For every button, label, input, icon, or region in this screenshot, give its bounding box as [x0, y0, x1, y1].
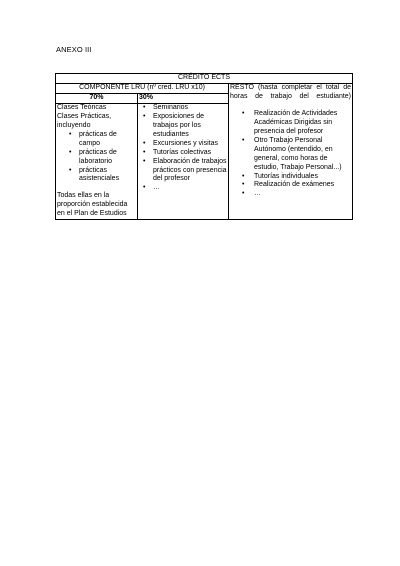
col-70-cell: [56, 103, 138, 219]
list-item: • Tutorías individuales: [230, 173, 351, 182]
list-item: • Realización de Actividades Académicas Dirigidas sin presencia del profesor: [230, 110, 351, 137]
col-70-footer-line: Todas ellas en la: [57, 192, 110, 200]
list-item: • Exposiciones de trabajos por los estudiantes: [139, 113, 227, 140]
component-header: COMPONENTE LRU (nº cred. LRU x10): [79, 83, 205, 91]
list-item: • Excursiones y visitas: [139, 140, 227, 149]
table-subheader-row: [56, 83, 353, 93]
list-item: • prácticas asistenciales: [57, 167, 136, 185]
component-header-cell: [56, 83, 229, 93]
col-30-list: [139, 104, 227, 194]
col-70-intro-line: Clases Teóricas: [57, 103, 107, 111]
col-70-footer-line: en el Plan de Estudios: [57, 210, 127, 218]
col-70-header: 70%: [89, 93, 104, 101]
ects-credit-table: [55, 73, 353, 220]
col-30-header: 30%: [139, 93, 154, 101]
list-item: • …: [230, 190, 351, 199]
ects-header-cell: [56, 74, 353, 84]
col-70-header-cell: [56, 93, 138, 103]
resto-list: [230, 110, 351, 200]
annex-title: ANEXO III: [56, 45, 92, 54]
list-item: • Elaboración de trabajos prácticos con presencia del profesor: [139, 158, 227, 185]
list-item: • Tutorías colectivas: [139, 149, 227, 158]
col-30-header-cell: [138, 93, 229, 103]
practicas-list: [57, 131, 136, 185]
resto-header: RESTO (hasta completar el total de horas de trabajo del estudiante): [230, 83, 352, 100]
resto-cell: [229, 83, 353, 219]
list-item: • prácticas de campo: [57, 131, 136, 149]
ects-header: CRÉDITO ECTS: [178, 74, 230, 81]
table-header-row: [56, 74, 353, 84]
col-30-cell: [138, 103, 229, 219]
col-70-footer-line: proporción establecida: [57, 201, 128, 209]
col-70-intro-line: Clases Prácticas,: [57, 112, 112, 120]
list-item: • Otro Trabajo Personal Autónomo (entendido, en general, como horas de estudio, Trabajo Personal...): [230, 137, 351, 173]
col-70-intro-line: incluyendo: [57, 121, 91, 129]
list-item: • Seminarios: [139, 104, 227, 113]
list-item: • Realización de exámenes: [230, 181, 351, 190]
list-item: • …: [139, 184, 227, 193]
list-item: • prácticas de laboratorio: [57, 149, 136, 167]
